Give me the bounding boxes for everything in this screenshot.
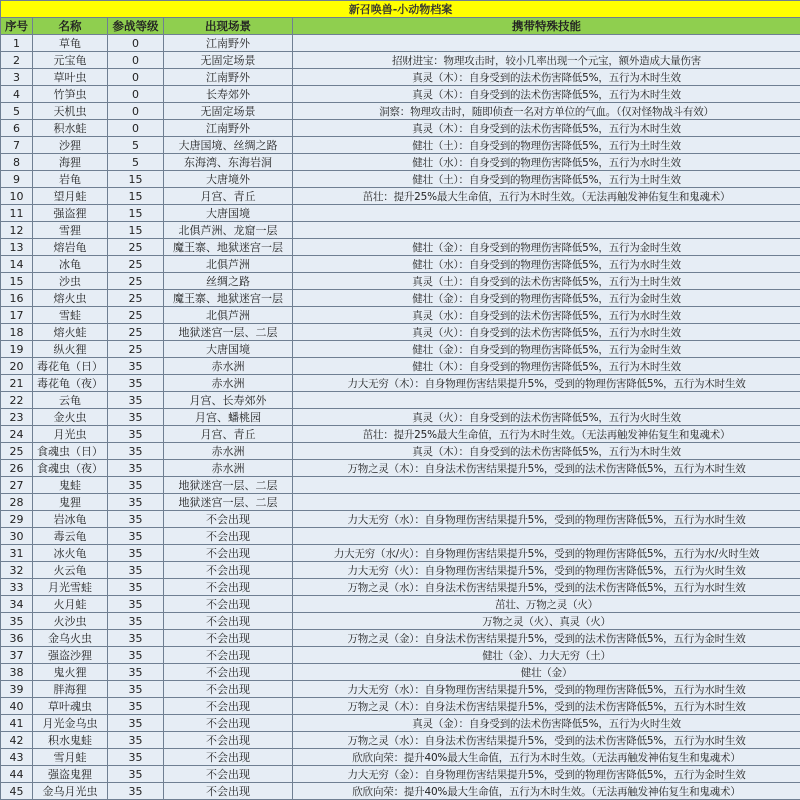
- cell-name[interactable]: 金乌月光虫: [33, 783, 108, 800]
- header-row: [1, 18, 800, 35]
- cell-skill[interactable]: [293, 477, 800, 494]
- cell-name[interactable]: 鬼狸: [33, 494, 108, 511]
- cell-index[interactable]: 26: [1, 460, 33, 477]
- cell-skill[interactable]: 真灵（木）：自身受到的法术伤害降低5%，五行为木时生效: [293, 443, 800, 460]
- cell-level[interactable]: 35: [108, 460, 164, 477]
- table-row: [1, 596, 800, 613]
- cell-location[interactable]: 无固定场景: [164, 52, 293, 69]
- cell-name[interactable]: 鬼火狸: [33, 664, 108, 681]
- table-row: [1, 528, 800, 545]
- cell-skill[interactable]: [293, 35, 800, 52]
- table-row: [1, 375, 800, 392]
- cell-location[interactable]: 不会出现: [164, 579, 293, 596]
- cell-name[interactable]: 熔火蛙: [33, 324, 108, 341]
- cell-index[interactable]: 24: [1, 426, 33, 443]
- cell-level[interactable]: 15: [108, 188, 164, 205]
- cell-skill[interactable]: 力大无穷（水）：自身物理伤害结果提升5%，受到的物理伤害降低5%，五行为水时生效: [293, 681, 800, 698]
- cell-level[interactable]: 15: [108, 171, 164, 188]
- cell-name[interactable]: 云龟: [33, 392, 108, 409]
- cell-skill[interactable]: 万物之灵（木）：自身法术伤害结果提升5%，受到的法术伤害降低5%，五行为木时生效: [293, 460, 800, 477]
- cell-location[interactable]: 不会出现: [164, 528, 293, 545]
- cell-location[interactable]: 大唐境外: [164, 171, 293, 188]
- cell-index[interactable]: 41: [1, 715, 33, 732]
- table-row: [1, 494, 800, 511]
- cell-level[interactable]: 5: [108, 154, 164, 171]
- cell-skill[interactable]: 健壮（金）：自身受到的物理伤害降低5%，五行为金时生效: [293, 341, 800, 358]
- cell-location[interactable]: 长寿郊外: [164, 86, 293, 103]
- cell-location[interactable]: 东海湾、东海岩洞: [164, 154, 293, 171]
- cell-index[interactable]: 27: [1, 477, 33, 494]
- cell-level[interactable]: 35: [108, 562, 164, 579]
- table-row: [1, 154, 800, 171]
- cell-location[interactable]: 不会出现: [164, 511, 293, 528]
- cell-level[interactable]: 25: [108, 256, 164, 273]
- cell-index[interactable]: 35: [1, 613, 33, 630]
- cell-name[interactable]: 毒云龟: [33, 528, 108, 545]
- cell-index[interactable]: 45: [1, 783, 33, 800]
- cell-index[interactable]: 31: [1, 545, 33, 562]
- cell-skill[interactable]: 真灵（火）：自身受到的法术伤害降低5%，五行为水时生效: [293, 324, 800, 341]
- cell-skill[interactable]: 招财进宝：物理攻击时，较小几率出现一个元宝，额外造成大量伤害: [293, 52, 800, 69]
- cell-level[interactable]: 25: [108, 290, 164, 307]
- cell-index[interactable]: 4: [1, 86, 33, 103]
- cell-level[interactable]: 35: [108, 443, 164, 460]
- cell-level[interactable]: 35: [108, 647, 164, 664]
- cell-name[interactable]: 积水鬼蛙: [33, 732, 108, 749]
- table-row: [1, 732, 800, 749]
- cell-skill[interactable]: 健壮（水）：自身受到的物理伤害降低5%，五行为水时生效: [293, 256, 800, 273]
- cell-skill[interactable]: 真灵（水）：自身受到的法术伤害降低5%，五行为水时生效: [293, 307, 800, 324]
- cell-skill[interactable]: 真灵（火）：自身受到的法术伤害降低5%，五行为火时生效: [293, 409, 800, 426]
- table-row: [1, 35, 800, 52]
- cell-location[interactable]: 赤水洲: [164, 375, 293, 392]
- cell-name[interactable]: 金乌火虫: [33, 630, 108, 647]
- table-row: [1, 239, 800, 256]
- table-row: [1, 443, 800, 460]
- cell-name[interactable]: 冰龟: [33, 256, 108, 273]
- cell-location[interactable]: 魔王寨、地狱迷宫一层: [164, 290, 293, 307]
- cell-skill[interactable]: 力大无穷（木）：自身物理伤害结果提升5%，受到的物理伤害降低5%，五行为木时生效: [293, 375, 800, 392]
- cell-index[interactable]: 29: [1, 511, 33, 528]
- cell-name[interactable]: 金火虫: [33, 409, 108, 426]
- cell-name[interactable]: 沙虫: [33, 273, 108, 290]
- cell-location[interactable]: 不会出现: [164, 715, 293, 732]
- cell-index[interactable]: 8: [1, 154, 33, 171]
- cell-level[interactable]: 35: [108, 664, 164, 681]
- cell-index[interactable]: 2: [1, 52, 33, 69]
- cell-skill[interactable]: [293, 528, 800, 545]
- table-row: [1, 273, 800, 290]
- cell-level[interactable]: 0: [108, 69, 164, 86]
- cell-index[interactable]: 25: [1, 443, 33, 460]
- cell-location[interactable]: 月宫、蟠桃园: [164, 409, 293, 426]
- cell-location[interactable]: 大唐国境: [164, 341, 293, 358]
- cell-location[interactable]: 赤水洲: [164, 358, 293, 375]
- cell-index[interactable]: 15: [1, 273, 33, 290]
- cell-skill[interactable]: 万物之灵（木）：自身法术伤害结果提升5%，受到的法术伤害降低5%，五行为木时生效: [293, 698, 800, 715]
- cell-index[interactable]: 34: [1, 596, 33, 613]
- cell-skill[interactable]: 万物之灵（火）、真灵（火）: [293, 613, 800, 630]
- cell-name[interactable]: 纵火狸: [33, 341, 108, 358]
- cell-level[interactable]: 25: [108, 324, 164, 341]
- cell-name[interactable]: 积水蛙: [33, 120, 108, 137]
- cell-skill[interactable]: 健壮（水）：自身受到的物理伤害降低5%，五行为水时生效: [293, 154, 800, 171]
- cell-name[interactable]: 雪蛙: [33, 307, 108, 324]
- cell-skill[interactable]: 洞察：物理攻击时，随即侦查一名对方单位的气血。（仅对怪物战斗有效）: [293, 103, 800, 120]
- cell-index[interactable]: 19: [1, 341, 33, 358]
- cell-skill[interactable]: 力大无穷（火）：自身物理伤害结果提升5%，受到的物理伤害降低5%，五行为火时生效: [293, 562, 800, 579]
- cell-level[interactable]: 35: [108, 783, 164, 800]
- cell-level[interactable]: 25: [108, 307, 164, 324]
- cell-location[interactable]: 不会出现: [164, 596, 293, 613]
- cell-level[interactable]: 0: [108, 52, 164, 69]
- cell-name[interactable]: 胖海狸: [33, 681, 108, 698]
- cell-index[interactable]: 22: [1, 392, 33, 409]
- table-row: [1, 579, 800, 596]
- cell-location[interactable]: 地狱迷宫一层、二层: [164, 477, 293, 494]
- cell-name[interactable]: 望月蛙: [33, 188, 108, 205]
- cell-skill[interactable]: 健壮（金）：自身受到的物理伤害降低5%，五行为金时生效: [293, 239, 800, 256]
- cell-name[interactable]: 月光雪蛙: [33, 579, 108, 596]
- cell-location[interactable]: 不会出现: [164, 630, 293, 647]
- cell-skill[interactable]: 茁壮：提升25%最大生命值，五行为木时生效。（无法再触发神佑复生和鬼魂术）: [293, 188, 800, 205]
- cell-level[interactable]: 35: [108, 426, 164, 443]
- cell-skill[interactable]: 健壮（土）：自身受到的物理伤害降低5%，五行为土时生效: [293, 137, 800, 154]
- cell-location[interactable]: 月宫、长寿郊外: [164, 392, 293, 409]
- header-location[interactable]: 出现场景: [164, 18, 293, 35]
- cell-location[interactable]: 月宫、青丘: [164, 188, 293, 205]
- cell-index[interactable]: 10: [1, 188, 33, 205]
- cell-level[interactable]: 35: [108, 766, 164, 783]
- cell-location[interactable]: 不会出现: [164, 749, 293, 766]
- cell-index[interactable]: 30: [1, 528, 33, 545]
- table-row: [1, 137, 800, 154]
- table-row: [1, 545, 800, 562]
- cell-location[interactable]: 不会出现: [164, 647, 293, 664]
- cell-name[interactable]: 月光金乌虫: [33, 715, 108, 732]
- cell-name[interactable]: 岩龟: [33, 171, 108, 188]
- table-row: [1, 86, 800, 103]
- cell-location[interactable]: 赤水洲: [164, 460, 293, 477]
- cell-location[interactable]: 北俱芦洲、龙窟一层: [164, 222, 293, 239]
- cell-level[interactable]: 35: [108, 732, 164, 749]
- cell-name[interactable]: 岩冰龟: [33, 511, 108, 528]
- cell-skill[interactable]: 真灵（木）：自身受到的法术伤害降低5%，五行为木时生效: [293, 86, 800, 103]
- cell-index[interactable]: 7: [1, 137, 33, 154]
- cell-location[interactable]: 不会出现: [164, 681, 293, 698]
- cell-level[interactable]: 15: [108, 222, 164, 239]
- cell-location[interactable]: 不会出现: [164, 613, 293, 630]
- cell-location[interactable]: 大唐国境、丝绸之路: [164, 137, 293, 154]
- cell-name[interactable]: 强盗狸: [33, 205, 108, 222]
- table-row: [1, 562, 800, 579]
- cell-skill[interactable]: 万物之灵（水）：自身法术伤害结果提升5%，受到的法术伤害降低5%，五行为水时生效: [293, 579, 800, 596]
- cell-location[interactable]: 江南野外: [164, 120, 293, 137]
- table-row: [1, 256, 800, 273]
- cell-index[interactable]: 18: [1, 324, 33, 341]
- cell-location[interactable]: 不会出现: [164, 732, 293, 749]
- cell-level[interactable]: 25: [108, 341, 164, 358]
- cell-index[interactable]: 13: [1, 239, 33, 256]
- cell-index[interactable]: 38: [1, 664, 33, 681]
- cell-name[interactable]: 火月蛙: [33, 596, 108, 613]
- table-row: [1, 52, 800, 69]
- cell-name[interactable]: 熔火虫: [33, 290, 108, 307]
- table-row: [1, 341, 800, 358]
- cell-index[interactable]: 3: [1, 69, 33, 86]
- cell-skill[interactable]: 健壮（木）：自身受到的物理伤害降低5%，五行为木时生效: [293, 358, 800, 375]
- cell-skill[interactable]: [293, 392, 800, 409]
- title-row: [1, 1, 800, 18]
- cell-index[interactable]: 21: [1, 375, 33, 392]
- table-row: [1, 647, 800, 664]
- table-row: [1, 766, 800, 783]
- cell-name[interactable]: 熔岩龟: [33, 239, 108, 256]
- cell-name[interactable]: 草叶魂虫: [33, 698, 108, 715]
- table-row: [1, 171, 800, 188]
- cell-index[interactable]: 12: [1, 222, 33, 239]
- cell-name[interactable]: 强盗鬼狸: [33, 766, 108, 783]
- cell-index[interactable]: 14: [1, 256, 33, 273]
- cell-location[interactable]: 丝绸之路: [164, 273, 293, 290]
- cell-skill[interactable]: 真灵（木）：自身受到的法术伤害降低5%，五行为木时生效: [293, 120, 800, 137]
- cell-index[interactable]: 11: [1, 205, 33, 222]
- table-row: [1, 477, 800, 494]
- cell-name[interactable]: 草叶虫: [33, 69, 108, 86]
- cell-index[interactable]: 5: [1, 103, 33, 120]
- table-row: [1, 715, 800, 732]
- cell-index[interactable]: 20: [1, 358, 33, 375]
- cell-level[interactable]: 25: [108, 273, 164, 290]
- cell-name[interactable]: 海狸: [33, 154, 108, 171]
- table-row: [1, 681, 800, 698]
- table-row: [1, 358, 800, 375]
- cell-name[interactable]: 沙狸: [33, 137, 108, 154]
- cell-name[interactable]: 冰火龟: [33, 545, 108, 562]
- cell-level[interactable]: 35: [108, 358, 164, 375]
- table-row: [1, 69, 800, 86]
- header-level[interactable]: 参战等级: [108, 18, 164, 35]
- table-row: [1, 103, 800, 120]
- cell-name[interactable]: 月光虫: [33, 426, 108, 443]
- table-row: [1, 511, 800, 528]
- cell-skill[interactable]: [293, 205, 800, 222]
- cell-skill[interactable]: 健壮（金）、力大无穷（土）: [293, 647, 800, 664]
- cell-index[interactable]: 28: [1, 494, 33, 511]
- cell-level[interactable]: 35: [108, 630, 164, 647]
- cell-index[interactable]: 37: [1, 647, 33, 664]
- cell-location[interactable]: 地狱迷宫一层、二层: [164, 494, 293, 511]
- table-row: [1, 749, 800, 766]
- cell-location[interactable]: 不会出现: [164, 664, 293, 681]
- cell-location[interactable]: 北俱芦洲: [164, 256, 293, 273]
- cell-level[interactable]: 35: [108, 579, 164, 596]
- cell-name[interactable]: 毒花龟（夜）: [33, 375, 108, 392]
- cell-index[interactable]: 33: [1, 579, 33, 596]
- cell-level[interactable]: 35: [108, 392, 164, 409]
- cell-location[interactable]: 无固定场景: [164, 103, 293, 120]
- cell-skill[interactable]: 茁壮：提升25%最大生命值，五行为木时生效。（无法再触发神佑复生和鬼魂术）: [293, 426, 800, 443]
- table-row: [1, 324, 800, 341]
- cell-level[interactable]: 0: [108, 86, 164, 103]
- cell-level[interactable]: 35: [108, 545, 164, 562]
- cell-level[interactable]: 5: [108, 137, 164, 154]
- table-row: [1, 630, 800, 647]
- cell-skill[interactable]: 欣欣向荣：提升40%最大生命值，五行为木时生效。（无法再触发神佑复生和鬼魂术）: [293, 783, 800, 800]
- cell-index[interactable]: 17: [1, 307, 33, 324]
- cell-name[interactable]: 火沙虫: [33, 613, 108, 630]
- cell-level[interactable]: 35: [108, 681, 164, 698]
- cell-level[interactable]: 0: [108, 35, 164, 52]
- cell-skill[interactable]: 真灵（木）：自身受到的法术伤害降低5%，五行为木时生效: [293, 69, 800, 86]
- table-row: [1, 307, 800, 324]
- header-name[interactable]: 名称: [33, 18, 108, 35]
- cell-index[interactable]: 23: [1, 409, 33, 426]
- cell-skill[interactable]: 力大无穷（水）：自身物理伤害结果提升5%，受到的物理伤害降低5%，五行为水时生效: [293, 511, 800, 528]
- cell-level[interactable]: 25: [108, 239, 164, 256]
- cell-level[interactable]: 35: [108, 511, 164, 528]
- cell-name[interactable]: 鬼蛙: [33, 477, 108, 494]
- cell-name[interactable]: 天机虫: [33, 103, 108, 120]
- cell-name[interactable]: 草龟: [33, 35, 108, 52]
- cell-skill[interactable]: [293, 494, 800, 511]
- cell-location[interactable]: 不会出现: [164, 766, 293, 783]
- cell-location[interactable]: 月宫、青丘: [164, 426, 293, 443]
- table-row: [1, 392, 800, 409]
- cell-location[interactable]: 不会出现: [164, 545, 293, 562]
- cell-name[interactable]: 竹笋虫: [33, 86, 108, 103]
- cell-level[interactable]: 35: [108, 596, 164, 613]
- table-row: [1, 290, 800, 307]
- cell-level[interactable]: 35: [108, 698, 164, 715]
- cell-skill[interactable]: 力大无穷（金）：自身物理伤害结果提升5%，受到的物理伤害降低5%，五行为金时生效: [293, 766, 800, 783]
- cell-level[interactable]: 15: [108, 205, 164, 222]
- cell-location[interactable]: 不会出现: [164, 698, 293, 715]
- cell-name[interactable]: 强盗沙狸: [33, 647, 108, 664]
- cell-index[interactable]: 42: [1, 732, 33, 749]
- cell-name[interactable]: 食魂虫（日）: [33, 443, 108, 460]
- cell-index[interactable]: 16: [1, 290, 33, 307]
- cell-level[interactable]: 35: [108, 749, 164, 766]
- cell-skill[interactable]: 健壮（金）: [293, 664, 800, 681]
- cell-location[interactable]: 魔王寨、地狱迷宫一层: [164, 239, 293, 256]
- cell-location[interactable]: 不会出现: [164, 562, 293, 579]
- cell-name[interactable]: 毒花龟（日）: [33, 358, 108, 375]
- cell-location[interactable]: 大唐国境: [164, 205, 293, 222]
- cell-index[interactable]: 32: [1, 562, 33, 579]
- cell-skill[interactable]: 真灵（金）：自身受到的法术伤害降低5%，五行为火时生效: [293, 715, 800, 732]
- table-row: [1, 664, 800, 681]
- cell-location[interactable]: 江南野外: [164, 69, 293, 86]
- table-row: [1, 222, 800, 239]
- cell-level[interactable]: 35: [108, 409, 164, 426]
- sheet-title: 新召唤兽-小动物档案: [1, 1, 800, 18]
- cell-location[interactable]: 不会出现: [164, 783, 293, 800]
- cell-skill[interactable]: 万物之灵（水）：自身法术伤害结果提升5%，受到的法术伤害降低5%，五行为水时生效: [293, 732, 800, 749]
- table-row: [1, 409, 800, 426]
- table-row: [1, 205, 800, 222]
- cell-name[interactable]: 元宝龟: [33, 52, 108, 69]
- cell-level[interactable]: 0: [108, 120, 164, 137]
- cell-level[interactable]: 35: [108, 477, 164, 494]
- header-skill[interactable]: 携带特殊技能: [293, 18, 800, 35]
- cell-name[interactable]: 雪狸: [33, 222, 108, 239]
- cell-skill[interactable]: 健壮（金）：自身受到的物理伤害降低5%，五行为金时生效: [293, 290, 800, 307]
- cell-location[interactable]: 地狱迷宫一层、二层: [164, 324, 293, 341]
- cell-index[interactable]: 9: [1, 171, 33, 188]
- header-index[interactable]: 序号: [1, 18, 33, 35]
- cell-skill[interactable]: [293, 222, 800, 239]
- cell-level[interactable]: 35: [108, 375, 164, 392]
- cell-index[interactable]: 36: [1, 630, 33, 647]
- cell-location[interactable]: 江南野外: [164, 35, 293, 52]
- table-body: [1, 35, 800, 800]
- cell-location[interactable]: 赤水洲: [164, 443, 293, 460]
- cell-index[interactable]: 44: [1, 766, 33, 783]
- cell-skill[interactable]: 茁壮、万物之灵（火）: [293, 596, 800, 613]
- cell-index[interactable]: 39: [1, 681, 33, 698]
- cell-name[interactable]: 火云龟: [33, 562, 108, 579]
- table-row: [1, 698, 800, 715]
- table-row: [1, 120, 800, 137]
- cell-index[interactable]: 1: [1, 35, 33, 52]
- cell-level[interactable]: 35: [108, 494, 164, 511]
- cell-index[interactable]: 6: [1, 120, 33, 137]
- table-row: [1, 426, 800, 443]
- cell-skill[interactable]: 欣欣向荣：提升40%最大生命值，五行为木时生效。（无法再触发神佑复生和鬼魂术）: [293, 749, 800, 766]
- table-row: [1, 188, 800, 205]
- cell-index[interactable]: 40: [1, 698, 33, 715]
- cell-name[interactable]: 食魂虫（夜）: [33, 460, 108, 477]
- cell-level[interactable]: 0: [108, 103, 164, 120]
- cell-skill[interactable]: 万物之灵（金）：自身法术伤害结果提升5%，受到的法术伤害降低5%，五行为金时生效: [293, 630, 800, 647]
- cell-location[interactable]: 北俱芦洲: [164, 307, 293, 324]
- cell-level[interactable]: 35: [108, 715, 164, 732]
- cell-level[interactable]: 35: [108, 613, 164, 630]
- cell-skill[interactable]: 健壮（土）：自身受到的物理伤害降低5%，五行为土时生效: [293, 171, 800, 188]
- cell-skill[interactable]: 真灵（土）：自身受到的法术伤害降低5%，五行为土时生效: [293, 273, 800, 290]
- cell-skill[interactable]: 力大无穷（水/火）：自身物理伤害结果提升5%，受到的物理伤害降低5%，五行为水/火时生效: [293, 545, 800, 562]
- cell-level[interactable]: 35: [108, 528, 164, 545]
- cell-index[interactable]: 43: [1, 749, 33, 766]
- table-row: [1, 613, 800, 630]
- table-row: [1, 460, 800, 477]
- cell-name[interactable]: 雪月蛙: [33, 749, 108, 766]
- table-row: [1, 783, 800, 800]
